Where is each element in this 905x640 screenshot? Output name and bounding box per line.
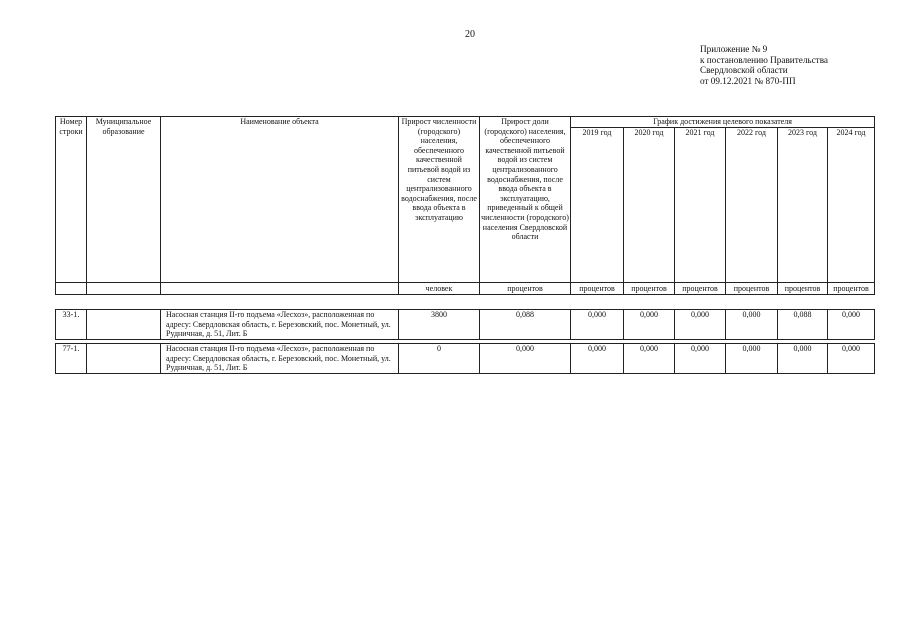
appendix-region: Свердловской области — [700, 65, 788, 75]
row-year-value: 0,000 — [624, 344, 675, 374]
header-municipality: Муниципальное образование — [87, 117, 161, 283]
header-share-growth: Прирост доли (городского) населения, обеспеченного качественной питьевой водой из систем централизованного водоснабжения, после ввода объекта в эксплуатацию, приведенный к общей численности (городского) населения Свердловской области — [480, 117, 571, 283]
unit-year: процентов — [828, 283, 875, 295]
unit-population: человек — [399, 283, 480, 295]
row-year-value: 0,000 — [675, 344, 726, 374]
row-object-name: Насосная станция II-го подъема «Лесхоз», расположенная по адресу: Свердловская область, г. Березовский, пос. Монетный, ул. Рудничная, д. 51, Лит. Б — [161, 344, 399, 374]
row-share: 0,000 — [480, 344, 571, 374]
row-year-value: 0,000 — [726, 310, 778, 340]
row-year-value: 0,000 — [571, 344, 624, 374]
appendix-block — [700, 44, 828, 86]
unit-cell-empty — [87, 283, 161, 295]
header-population-growth: Прирост численности (городского) населения, обеспеченного качественной питьевой водой из систем централизованного водоснабжения, после ввода объекта в эксплуатацию — [399, 117, 480, 283]
row-year-value: 0,000 — [624, 310, 675, 340]
row-population: 3800 — [399, 310, 480, 340]
header-table — [55, 116, 875, 295]
appendix-decree: к постановлению Правительства — [700, 54, 828, 65]
unit-year: процентов — [675, 283, 726, 295]
row-year-value: 0,000 — [726, 344, 778, 374]
row-year-value: 0,000 — [828, 344, 875, 374]
row-number: 77-1. — [56, 344, 87, 374]
unit-share: процентов — [480, 283, 571, 295]
unit-year: процентов — [571, 283, 624, 295]
row-object-name: Насосная станция II-го подъема «Лесхоз», расположенная по адресу: Свердловская область, г. Березовский, пос. Монетный, ул. Рудничная, д. 51, Лит. Б — [161, 310, 399, 340]
header-year: 2022 год — [726, 128, 778, 283]
unit-year: процентов — [624, 283, 675, 295]
row-population: 0 — [399, 344, 480, 374]
appendix-title: Приложение № 9 — [700, 44, 768, 54]
header-year: 2024 год — [828, 128, 875, 283]
page-number: 20 — [465, 29, 475, 40]
header-year: 2021 год — [675, 128, 726, 283]
header-schedule: График достижения целевого показателя — [571, 117, 875, 128]
row-municipality — [87, 310, 161, 340]
row-year-value: 0,088 — [778, 310, 828, 340]
appendix-date: от 09.12.2021 № 870-ПП — [700, 75, 796, 86]
row-year-value: 0,000 — [828, 310, 875, 340]
data-table-row-2 — [55, 343, 875, 374]
header-row-number: Номер строки — [56, 117, 87, 283]
unit-cell-empty — [161, 283, 399, 295]
row-municipality — [87, 344, 161, 374]
row-share: 0,088 — [480, 310, 571, 340]
table-row — [56, 344, 875, 374]
unit-year: процентов — [726, 283, 778, 295]
row-year-value: 0,000 — [778, 344, 828, 374]
unit-year: процентов — [778, 283, 828, 295]
row-year-value: 0,000 — [571, 310, 624, 340]
table-row — [56, 310, 875, 340]
unit-cell-empty — [56, 283, 87, 295]
header-year: 2023 год — [778, 128, 828, 283]
row-year-value: 0,000 — [675, 310, 726, 340]
header-year: 2020 год — [624, 128, 675, 283]
row-number: 33-1. — [56, 310, 87, 340]
header-object-name: Наименование объекта — [161, 117, 399, 283]
header-year: 2019 год — [571, 128, 624, 283]
data-table-row-1 — [55, 309, 875, 340]
